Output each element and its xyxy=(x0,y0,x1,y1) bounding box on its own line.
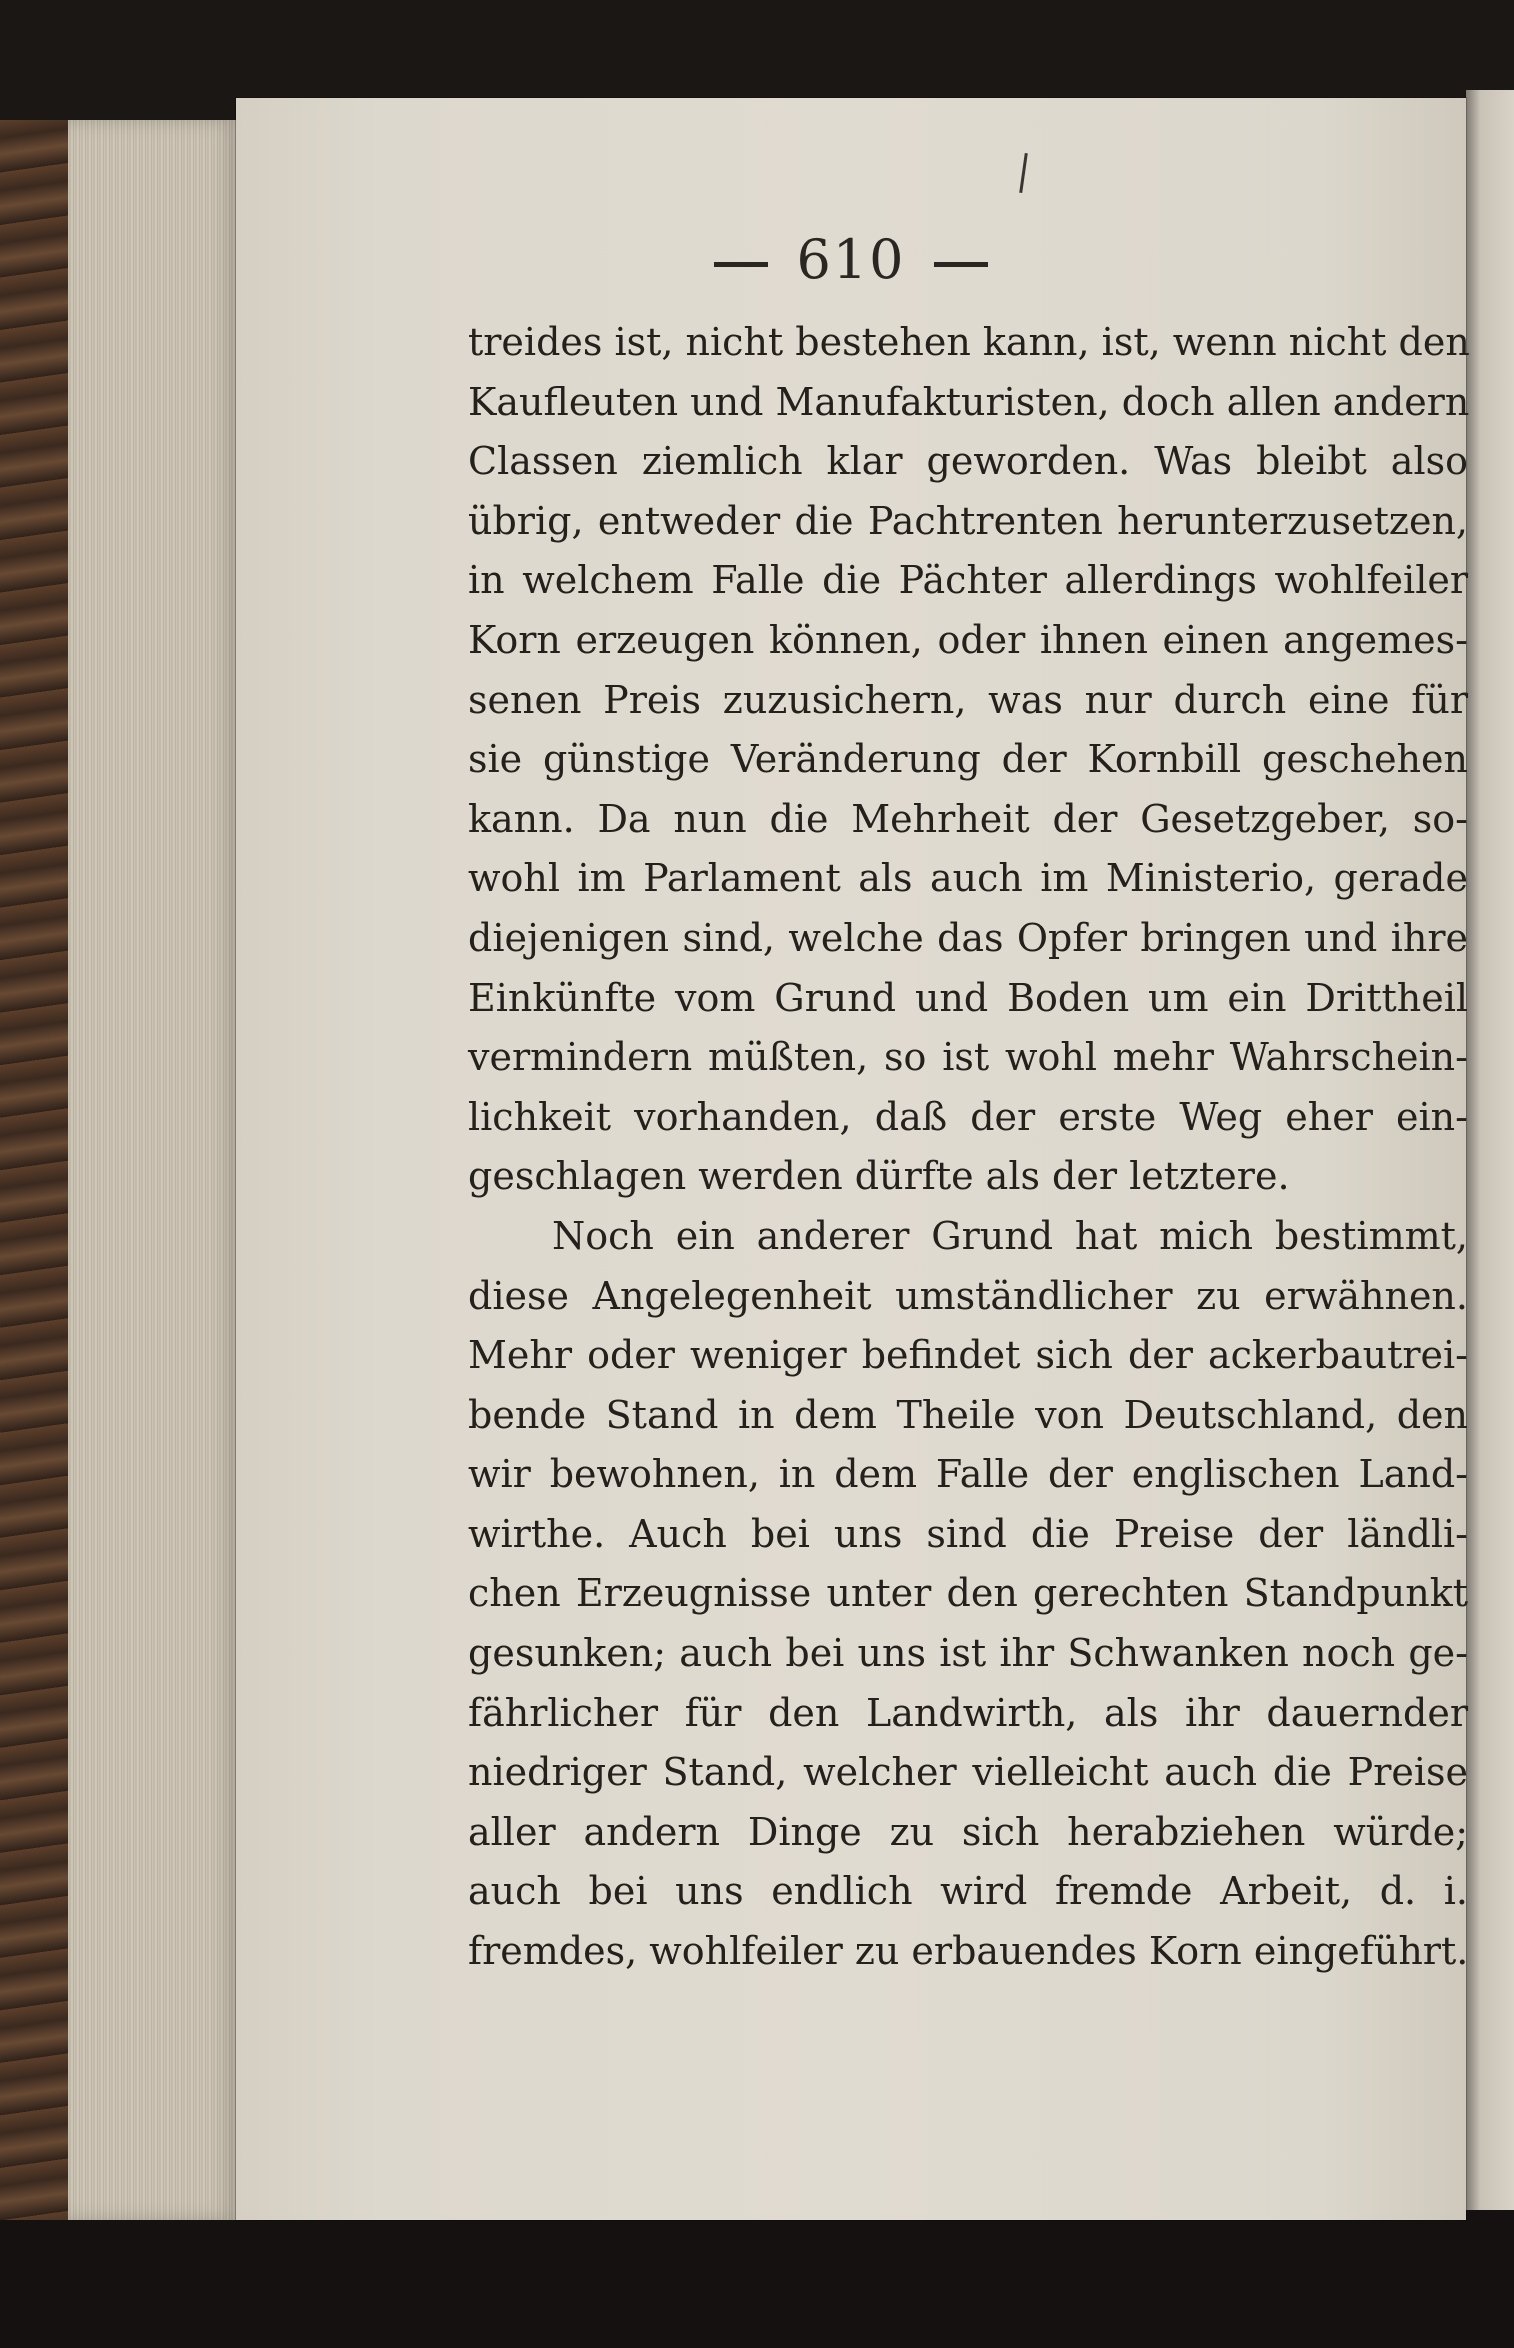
body-text xyxy=(468,313,1468,1982)
text-line: wirthe. Auch bei uns sind die Preise der ländli- xyxy=(468,1511,1468,1556)
text-line: übrig, entweder die Pachtrenten herunterzusetzen, xyxy=(468,498,1468,543)
header-dash-right xyxy=(934,262,988,267)
text-line: kann. Da nun die Mehrheit der Gesetzgeber, so- xyxy=(468,796,1468,841)
header-dash-left xyxy=(714,262,768,267)
page-number: 610 xyxy=(796,228,906,291)
text-line: fremdes, wohlfeiler zu erbauendes Korn eingeführt. xyxy=(468,1929,1469,1974)
text-line: diese Angelegenheit umständlicher zu erwähnen. xyxy=(468,1273,1468,1318)
text-line: bende Stand in dem Theile von Deutschland, den xyxy=(468,1392,1468,1437)
facing-page-edge xyxy=(1466,90,1514,2210)
page-number-header xyxy=(236,228,1466,291)
text-line: Classen ziemlich klar geworden. Was bleibt also xyxy=(468,439,1468,484)
text-line: fährlicher für den Landwirth, als ihr dauernder xyxy=(468,1690,1468,1735)
text-line: diejenigen sind, welche das Opfer bringen und ihre xyxy=(468,915,1468,960)
text-line: geschlagen werden dürfte als der letztere. xyxy=(468,1154,1290,1199)
text-line: senen Preis zuzusichern, was nur durch eine für xyxy=(468,677,1468,722)
text-line: Mehr oder weniger befindet sich der ackerbautrei- xyxy=(468,1333,1468,1378)
text-line: wir bewohnen, in dem Falle der englischen Land- xyxy=(468,1452,1468,1497)
text-line: in welchem Falle die Pächter allerdings wohlfeiler xyxy=(468,558,1468,603)
text-line: chen Erzeugnisse unter den gerechten Standpunkt xyxy=(468,1571,1468,1616)
text-line: treides ist, nicht bestehen kann, ist, wenn nicht den xyxy=(468,320,1470,364)
text-line: gesunken; auch bei uns ist ihr Schwanken noch ge- xyxy=(468,1631,1468,1676)
text-line: wohl im Parlament als auch im Ministerio, gerade xyxy=(468,856,1468,901)
text-line: niedriger Stand, welcher vielleicht auch die Preise xyxy=(468,1750,1468,1795)
text-line: auch bei uns endlich wird fremde Arbeit, d. i. xyxy=(468,1869,1468,1914)
text-line: aller andern Dinge zu sich herabziehen würde; xyxy=(468,1809,1468,1854)
text-line: Einkünfte vom Grund und Boden um ein Drittheil xyxy=(468,975,1468,1020)
book-cover-edge xyxy=(0,120,73,2220)
pencil-mark xyxy=(1019,153,1028,193)
book-page xyxy=(236,98,1470,2220)
text-line: Korn erzeugen können, oder ihnen einen angemes- xyxy=(468,617,1468,662)
text-line: Kaufleuten und Manufakturisten, doch allen andern xyxy=(468,379,1470,424)
text-line: Noch ein anderer Grund hat mich bestimmt, xyxy=(552,1213,1468,1258)
page-edge-stack xyxy=(68,120,238,2220)
text-line: lichkeit vorhanden, daß der erste Weg eher ein- xyxy=(468,1094,1468,1139)
text-line: sie günstige Veränderung der Kornbill geschehen xyxy=(468,737,1468,782)
text-line: vermindern müßten, so ist wohl mehr Wahrschein- xyxy=(468,1035,1468,1080)
